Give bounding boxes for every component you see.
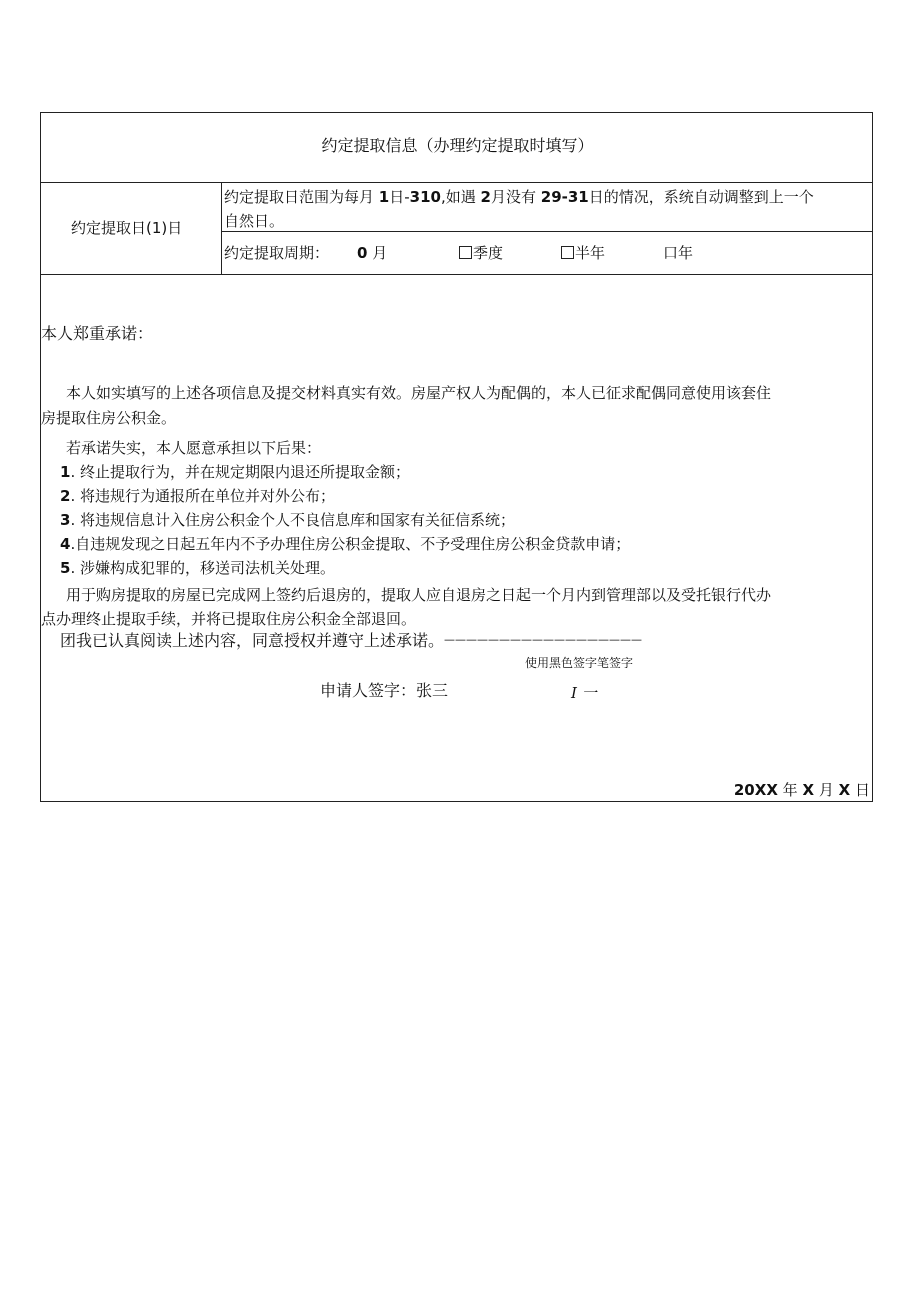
- pledge-item-2: 2. 将违规行为通报所在单位并对外公布；: [60, 487, 335, 505]
- row-divider-title: [41, 182, 872, 183]
- row-divider-pledge: [41, 274, 872, 275]
- pledge-para1-line1: 本人如实填写的上述各项信息及提交材料真实有效。房屋产权人为配偶的，本人已征求配偶同意使用该套住: [66, 384, 772, 402]
- half-year-checkbox[interactable]: [561, 246, 574, 259]
- pledge-heading: 本人郑重承诺：: [41, 324, 154, 343]
- pledge-confirm: [60, 630, 642, 651]
- period-option-half-year[interactable]: [561, 243, 605, 263]
- section-title: 约定提取信息（办理约定提取时填写）: [321, 136, 594, 155]
- withdrawal-range-text-line2: 自然日。: [224, 212, 285, 230]
- signature-label: 申请人签字：张三: [320, 681, 449, 700]
- pledge-date: [734, 780, 870, 800]
- range-prefix: 约定提取日范围为每月: [224, 188, 375, 206]
- date-day: X: [838, 781, 851, 799]
- pledge-para1-line2: 房提取住房公积金。: [41, 409, 177, 427]
- range-day-start: 1: [378, 188, 390, 206]
- period-month-value: 0: [357, 244, 368, 262]
- pledge-para2: 若承诺失实，本人愿意承担以下后果：: [66, 439, 322, 457]
- period-option-year[interactable]: 口年: [663, 244, 694, 262]
- range-month: 2: [480, 188, 491, 206]
- period-label: 约定提取周期：: [224, 244, 330, 262]
- pledge-item-4: 4.自违规发现之日起五年内不予办理住房公积金提取、不予受理住房公积金贷款申请；: [60, 535, 631, 553]
- withdrawal-range-text: [224, 187, 814, 207]
- quarter-checkbox[interactable]: [459, 246, 472, 259]
- range-clause2: 月没有: [490, 188, 536, 206]
- confirm-dashes: ——————————————————: [444, 633, 643, 646]
- range-day-end: 310: [409, 188, 441, 206]
- date-year-unit: 年: [782, 781, 798, 799]
- row-divider-range: [221, 231, 872, 232]
- half-year-label: 半年: [575, 244, 606, 262]
- pledge-item-5: 5. 涉嫌构成犯罪的，移送司法机关处理。: [60, 559, 335, 577]
- pen-note: 使用黑色签字笔签字: [525, 656, 634, 670]
- column-divider-label: [221, 182, 222, 274]
- range-clause1: ,如遇: [440, 188, 476, 206]
- date-year: 20XX: [733, 781, 778, 799]
- range-suffix: 日的情况，系统自动调整到上一个: [588, 188, 814, 206]
- pledge-para3-line1: 用于购房提取的房屋已完成网上签约后退房的，提取人应自退房之日起一个月内到管理部以及受托银行代办: [66, 586, 772, 604]
- date-day-unit: 日: [854, 781, 870, 799]
- period-option-quarter[interactable]: [459, 243, 503, 263]
- date-month: X: [802, 781, 815, 799]
- signature-mark: I 一: [571, 684, 597, 702]
- date-month-unit: 月: [818, 781, 834, 799]
- quarter-label: 季度: [473, 244, 504, 262]
- confirm-text: 团我已认真阅读上述内容，同意授权并遵守上述承诺。: [60, 631, 445, 650]
- withdrawal-form: [40, 112, 873, 802]
- pledge-item-3: 3. 将违规信息计入住房公积金个人不良信息库和国家有关征信系统；: [60, 511, 515, 529]
- pledge-para3-line2: 点办理终止提取手续，并将已提取住房公积金全部退回。: [41, 610, 417, 628]
- range-days: 29-31: [540, 188, 589, 206]
- period-month-unit: 月: [372, 244, 388, 262]
- pledge-item-1: 1. 终止提取行为，并在规定期限内退还所提取金额；: [60, 463, 410, 481]
- period-month: [357, 243, 387, 263]
- withdrawal-day-label: 约定提取日(1)日: [71, 219, 183, 237]
- range-mid: 日-: [389, 188, 410, 206]
